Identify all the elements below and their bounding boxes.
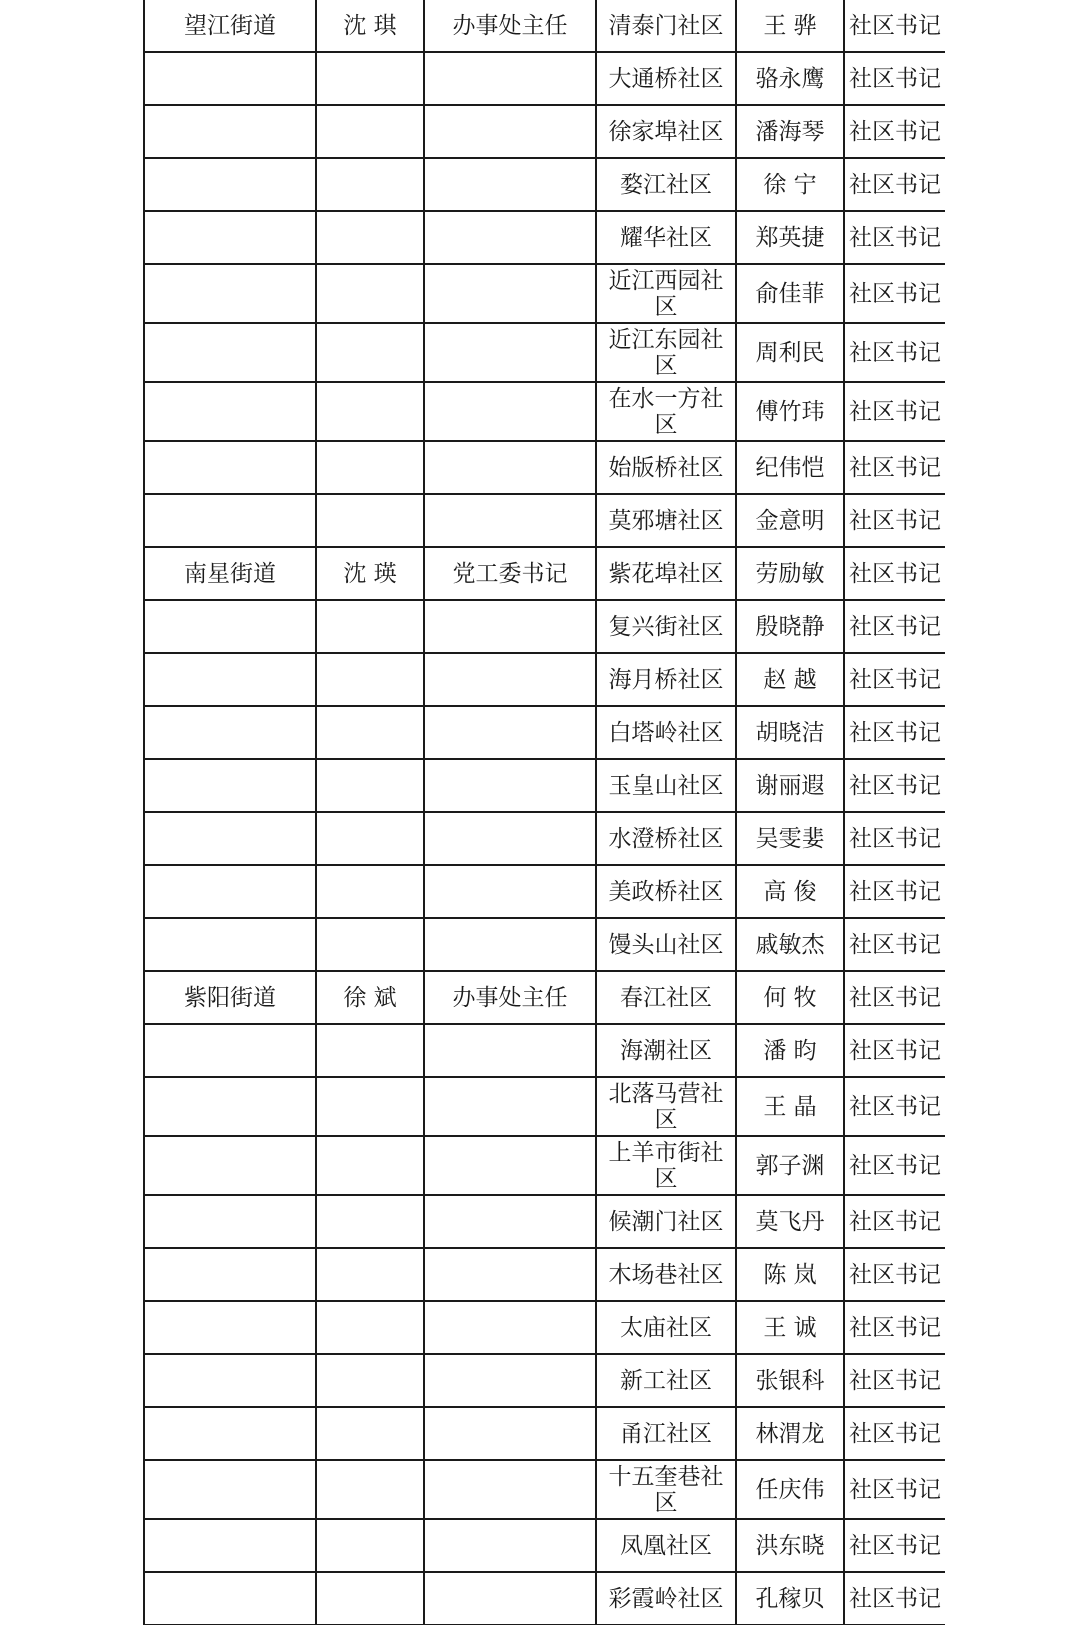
community-cell: 在水一方社区 xyxy=(596,382,736,441)
community-cell: 白塔岭社区 xyxy=(596,706,736,759)
secretary-role-cell: 社区书记 xyxy=(844,865,945,918)
leader-title-cell xyxy=(424,1077,596,1136)
table-row xyxy=(144,1519,945,1572)
leader-name-cell xyxy=(316,812,424,865)
street-cell xyxy=(144,1519,316,1572)
leader-name-cell xyxy=(316,1195,424,1248)
secretary-role-cell: 社区书记 xyxy=(844,1301,945,1354)
leader-title-cell xyxy=(424,1519,596,1572)
secretary-role-cell: 社区书记 xyxy=(844,494,945,547)
street-cell xyxy=(144,1136,316,1195)
community-cell: 十五奎巷社区 xyxy=(596,1460,736,1519)
secretary-role-cell: 社区书记 xyxy=(844,323,945,382)
community-cell: 上羊市街社区 xyxy=(596,1136,736,1195)
leader-title-cell xyxy=(424,494,596,547)
leader-title-cell xyxy=(424,211,596,264)
table-row xyxy=(144,759,945,812)
street-cell xyxy=(144,264,316,323)
leader-name-cell xyxy=(316,1407,424,1460)
secretary-name-cell: 俞佳菲 xyxy=(736,264,844,323)
street-cell xyxy=(144,52,316,105)
leader-name-cell xyxy=(316,323,424,382)
leader-name-cell xyxy=(316,1077,424,1136)
community-cell: 近江东园社区 xyxy=(596,323,736,382)
secretary-name-cell: 劳励敏 xyxy=(736,547,844,600)
secretary-name-cell: 王 晶 xyxy=(736,1077,844,1136)
leader-name-cell: 沈 瑛 xyxy=(316,547,424,600)
street-cell xyxy=(144,1460,316,1519)
community-cell: 莫邪塘社区 xyxy=(596,494,736,547)
street-cell xyxy=(144,918,316,971)
table-row xyxy=(144,706,945,759)
secretary-name-cell: 戚敏杰 xyxy=(736,918,844,971)
secretary-role-cell: 社区书记 xyxy=(844,1077,945,1136)
leader-name-cell xyxy=(316,918,424,971)
secretary-role-cell: 社区书记 xyxy=(844,971,945,1024)
secretary-role-cell: 社区书记 xyxy=(844,1195,945,1248)
secretary-name-cell: 王 诚 xyxy=(736,1301,844,1354)
community-cell: 甬江社区 xyxy=(596,1407,736,1460)
street-cell: 南星街道 xyxy=(144,547,316,600)
community-cell: 候潮门社区 xyxy=(596,1195,736,1248)
table-row xyxy=(144,1460,945,1519)
table-row xyxy=(144,812,945,865)
leader-title-cell xyxy=(424,441,596,494)
secretary-name-cell: 吴雯婓 xyxy=(736,812,844,865)
leader-title-cell xyxy=(424,323,596,382)
secretary-role-cell: 社区书记 xyxy=(844,441,945,494)
table-row xyxy=(144,1407,945,1460)
secretary-role-cell: 社区书记 xyxy=(844,211,945,264)
leader-title-cell xyxy=(424,1248,596,1301)
leader-title-cell xyxy=(424,158,596,211)
table-row xyxy=(144,918,945,971)
leader-name-cell xyxy=(316,1460,424,1519)
secretary-name-cell: 周利民 xyxy=(736,323,844,382)
leader-title-cell xyxy=(424,1024,596,1077)
table-row xyxy=(144,1195,945,1248)
table-row xyxy=(144,1024,945,1077)
community-cell: 紫花埠社区 xyxy=(596,547,736,600)
secretary-role-cell: 社区书记 xyxy=(844,382,945,441)
leader-name-cell: 沈 琪 xyxy=(316,0,424,52)
secretary-name-cell: 王 骅 xyxy=(736,0,844,52)
street-cell xyxy=(144,1572,316,1625)
community-cell: 海月桥社区 xyxy=(596,653,736,706)
leader-title-cell xyxy=(424,706,596,759)
street-cell xyxy=(144,1407,316,1460)
leader-name-cell xyxy=(316,1572,424,1625)
secretary-name-cell: 林渭龙 xyxy=(736,1407,844,1460)
street-cell xyxy=(144,1354,316,1407)
secretary-role-cell: 社区书记 xyxy=(844,1354,945,1407)
secretary-name-cell: 郑英捷 xyxy=(736,211,844,264)
leader-title-cell xyxy=(424,105,596,158)
secretary-name-cell: 徐 宁 xyxy=(736,158,844,211)
street-cell xyxy=(144,1024,316,1077)
leader-name-cell xyxy=(316,1354,424,1407)
street-cell xyxy=(144,1248,316,1301)
secretary-role-cell: 社区书记 xyxy=(844,600,945,653)
leader-title-cell xyxy=(424,1354,596,1407)
community-cell: 婺江社区 xyxy=(596,158,736,211)
table-row xyxy=(144,494,945,547)
street-cell xyxy=(144,494,316,547)
secretary-name-cell: 莫飞丹 xyxy=(736,1195,844,1248)
table-row xyxy=(144,211,945,264)
secretary-name-cell: 孔稼贝 xyxy=(736,1572,844,1625)
leader-title-cell xyxy=(424,1460,596,1519)
street-cell xyxy=(144,211,316,264)
street-cell xyxy=(144,706,316,759)
community-cell: 凤凰社区 xyxy=(596,1519,736,1572)
table-row xyxy=(144,158,945,211)
leader-name-cell xyxy=(316,706,424,759)
secretary-role-cell: 社区书记 xyxy=(844,1024,945,1077)
secretary-role-cell: 社区书记 xyxy=(844,52,945,105)
street-cell xyxy=(144,105,316,158)
secretary-role-cell: 社区书记 xyxy=(844,1460,945,1519)
leader-name-cell xyxy=(316,600,424,653)
secretary-name-cell: 潘海琴 xyxy=(736,105,844,158)
street-cell xyxy=(144,1301,316,1354)
secretary-role-cell: 社区书记 xyxy=(844,653,945,706)
secretary-name-cell: 胡晓洁 xyxy=(736,706,844,759)
table-row xyxy=(144,0,945,52)
leader-title-cell xyxy=(424,1407,596,1460)
community-cell: 近江西园社区 xyxy=(596,264,736,323)
leader-name-cell xyxy=(316,653,424,706)
table-row xyxy=(144,1354,945,1407)
table-row xyxy=(144,382,945,441)
leader-title-cell xyxy=(424,1572,596,1625)
secretary-role-cell: 社区书记 xyxy=(844,105,945,158)
table-row xyxy=(144,1136,945,1195)
leader-title-cell xyxy=(424,1301,596,1354)
street-cell xyxy=(144,600,316,653)
secretary-name-cell: 潘 昀 xyxy=(736,1024,844,1077)
leader-name-cell xyxy=(316,52,424,105)
leader-name-cell xyxy=(316,441,424,494)
street-cell xyxy=(144,1077,316,1136)
leader-name-cell xyxy=(316,865,424,918)
leader-name-cell xyxy=(316,382,424,441)
secretary-role-cell: 社区书记 xyxy=(844,812,945,865)
community-cell: 太庙社区 xyxy=(596,1301,736,1354)
community-cell: 美政桥社区 xyxy=(596,865,736,918)
table-row xyxy=(144,1572,945,1625)
street-cell xyxy=(144,812,316,865)
community-cell: 始版桥社区 xyxy=(596,441,736,494)
secretary-role-cell: 社区书记 xyxy=(844,158,945,211)
secretary-role-cell: 社区书记 xyxy=(844,706,945,759)
table-row xyxy=(144,1301,945,1354)
table-row xyxy=(144,264,945,323)
secretary-name-cell: 金意明 xyxy=(736,494,844,547)
secretary-name-cell: 赵 越 xyxy=(736,653,844,706)
secretary-name-cell: 纪伟恺 xyxy=(736,441,844,494)
secretary-name-cell: 张银科 xyxy=(736,1354,844,1407)
leader-title-cell xyxy=(424,812,596,865)
street-cell xyxy=(144,653,316,706)
leader-name-cell xyxy=(316,105,424,158)
community-cell: 木场巷社区 xyxy=(596,1248,736,1301)
leader-name-cell xyxy=(316,264,424,323)
leader-title-cell xyxy=(424,382,596,441)
leader-title-cell xyxy=(424,1195,596,1248)
leader-title-cell: 办事处主任 xyxy=(424,971,596,1024)
secretary-role-cell: 社区书记 xyxy=(844,759,945,812)
community-leaders-table xyxy=(143,0,945,1625)
street-cell xyxy=(144,759,316,812)
secretary-name-cell: 骆永鹰 xyxy=(736,52,844,105)
community-cell: 玉皇山社区 xyxy=(596,759,736,812)
leader-name-cell xyxy=(316,1136,424,1195)
leader-name-cell xyxy=(316,1248,424,1301)
secretary-role-cell: 社区书记 xyxy=(844,1136,945,1195)
secretary-role-cell: 社区书记 xyxy=(844,547,945,600)
leader-title-cell xyxy=(424,918,596,971)
community-cell: 复兴街社区 xyxy=(596,600,736,653)
leader-name-cell xyxy=(316,1301,424,1354)
community-cell: 春江社区 xyxy=(596,971,736,1024)
table-row xyxy=(144,52,945,105)
community-cell: 彩霞岭社区 xyxy=(596,1572,736,1625)
community-cell: 海潮社区 xyxy=(596,1024,736,1077)
leader-name-cell xyxy=(316,1024,424,1077)
community-cell: 馒头山社区 xyxy=(596,918,736,971)
community-cell: 徐家埠社区 xyxy=(596,105,736,158)
secretary-role-cell: 社区书记 xyxy=(844,918,945,971)
leader-name-cell xyxy=(316,158,424,211)
community-cell: 北落马营社区 xyxy=(596,1077,736,1136)
secretary-name-cell: 何 牧 xyxy=(736,971,844,1024)
secretary-name-cell: 洪东晓 xyxy=(736,1519,844,1572)
table-row xyxy=(144,1248,945,1301)
community-cell: 大通桥社区 xyxy=(596,52,736,105)
secretary-role-cell: 社区书记 xyxy=(844,1407,945,1460)
leader-title-cell xyxy=(424,1136,596,1195)
leader-title-cell xyxy=(424,52,596,105)
leader-name-cell xyxy=(316,759,424,812)
table-row xyxy=(144,653,945,706)
leader-name-cell xyxy=(316,1519,424,1572)
street-cell xyxy=(144,441,316,494)
table-row xyxy=(144,865,945,918)
leader-title-cell xyxy=(424,600,596,653)
street-cell: 紫阳街道 xyxy=(144,971,316,1024)
leader-title-cell xyxy=(424,264,596,323)
secretary-name-cell: 任庆伟 xyxy=(736,1460,844,1519)
leader-title-cell xyxy=(424,759,596,812)
street-cell xyxy=(144,1195,316,1248)
secretary-name-cell: 郭子渊 xyxy=(736,1136,844,1195)
secretary-name-cell: 傅竹玮 xyxy=(736,382,844,441)
leader-title-cell: 办事处主任 xyxy=(424,0,596,52)
secretary-role-cell: 社区书记 xyxy=(844,1519,945,1572)
table-row xyxy=(144,971,945,1024)
secretary-name-cell: 殷晓静 xyxy=(736,600,844,653)
street-cell xyxy=(144,865,316,918)
document-page xyxy=(143,0,945,1625)
leader-title-cell xyxy=(424,653,596,706)
leader-title-cell xyxy=(424,865,596,918)
table-row xyxy=(144,600,945,653)
leader-title-cell: 党工委书记 xyxy=(424,547,596,600)
leader-name-cell: 徐 斌 xyxy=(316,971,424,1024)
secretary-name-cell: 谢丽遐 xyxy=(736,759,844,812)
community-cell: 清泰门社区 xyxy=(596,0,736,52)
secretary-role-cell: 社区书记 xyxy=(844,264,945,323)
table-body xyxy=(144,0,945,1625)
street-cell xyxy=(144,382,316,441)
table-row xyxy=(144,441,945,494)
leader-name-cell xyxy=(316,211,424,264)
community-cell: 水澄桥社区 xyxy=(596,812,736,865)
secretary-name-cell: 高 俊 xyxy=(736,865,844,918)
table-row xyxy=(144,323,945,382)
street-cell xyxy=(144,158,316,211)
secretary-role-cell: 社区书记 xyxy=(844,1572,945,1625)
table-row xyxy=(144,105,945,158)
street-cell: 望江街道 xyxy=(144,0,316,52)
community-cell: 新工社区 xyxy=(596,1354,736,1407)
leader-name-cell xyxy=(316,494,424,547)
community-cell: 耀华社区 xyxy=(596,211,736,264)
secretary-role-cell: 社区书记 xyxy=(844,1248,945,1301)
secretary-name-cell: 陈 岚 xyxy=(736,1248,844,1301)
secretary-role-cell: 社区书记 xyxy=(844,0,945,52)
street-cell xyxy=(144,323,316,382)
table-row xyxy=(144,547,945,600)
table-row xyxy=(144,1077,945,1136)
